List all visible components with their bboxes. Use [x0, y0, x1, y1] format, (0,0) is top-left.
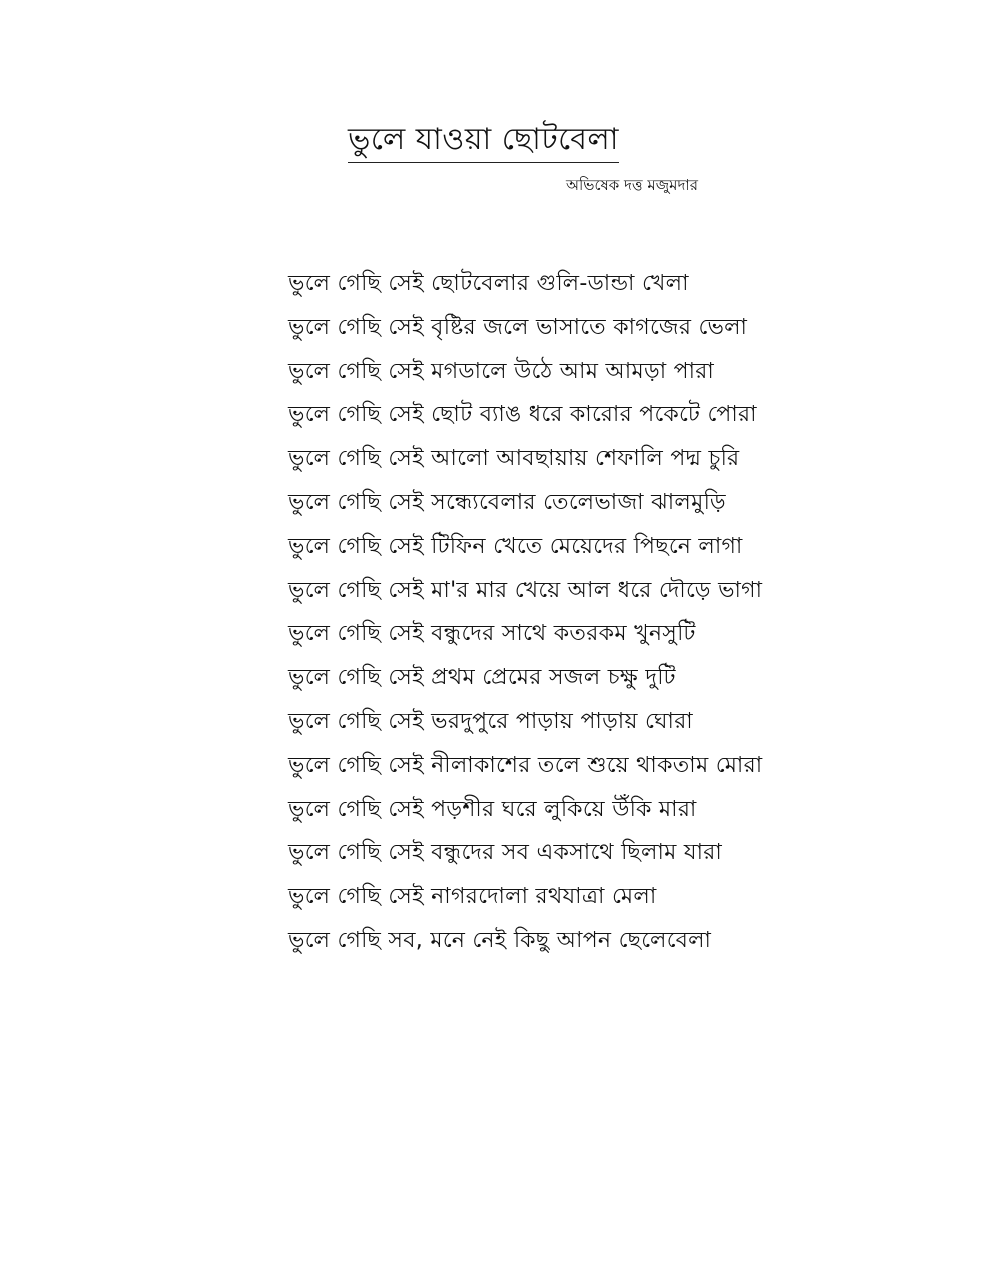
poem-line: ভুলে গেছি সেই টিফিন খেতে মেয়েদের পিছনে লাগা [288, 533, 743, 559]
poem-line: ভুলে গেছি সব, মনে নেই কিছু আপন ছেলেবেলা [288, 927, 712, 953]
poem-body [288, 262, 762, 963]
poem-line: ভুলে গেছি সেই বন্ধুদের সাথে কতরকম খুনসুটি [288, 621, 696, 647]
poem-line: ভুলে গেছি সেই আলো আবছায়ায় শেফালি পদ্ম চুরি [288, 446, 740, 472]
poem-line: ভুলে গেছি সেই বৃষ্টির জলে ভাসাতে কাগজের ভেলা [288, 314, 748, 340]
poem-line: ভুলে গেছি সেই ছোট ব্যাঙ ধরে কারোর পকেটে পোরা [288, 402, 757, 428]
poem-line: ভুলে গেছি সেই মা'র মার খেয়ে আল ধরে দৌড়ে ভাগা [288, 577, 763, 603]
poem-line: ভুলে গেছি সেই ভরদুপুরে পাড়ায় পাড়ায় ঘোরা [288, 708, 693, 734]
poem-line: ভুলে গেছি সেই নীলাকাশের তলে শুয়ে থাকতাম মোরা [288, 752, 763, 778]
poem-line: ভুলে গেছি সেই ছোটবেলার গুলি-ডান্ডা খেলা [288, 271, 689, 296]
poem-line: ভুলে গেছি সেই প্রথম প্রেমের সজল চক্ষু দুটি [288, 665, 676, 691]
poem-line: ভুলে গেছি সেই নাগরদোলা রথযাত্রা মেলা [288, 884, 657, 910]
poem-title: ভুলে যাওয়া ছোটবেলা [348, 120, 619, 163]
poem-line: ভুলে গেছি সেই পড়শীর ঘরে লুকিয়ে উঁকি মারা [288, 796, 697, 822]
poem-line: ভুলে গেছি সেই সন্ধ্যেবেলার তেলেভাজা ঝালমুড়ি [288, 489, 726, 515]
poem-author: অভিষেক দত্ত মজুমদার [566, 176, 698, 194]
poem-line: ভুলে গেছি সেই মগডালে উঠে আম আমড়া পারা [288, 358, 715, 384]
poem-line: ভুলে গেছি সেই বন্ধুদের সব একসাথে ছিলাম যারা [288, 840, 723, 866]
